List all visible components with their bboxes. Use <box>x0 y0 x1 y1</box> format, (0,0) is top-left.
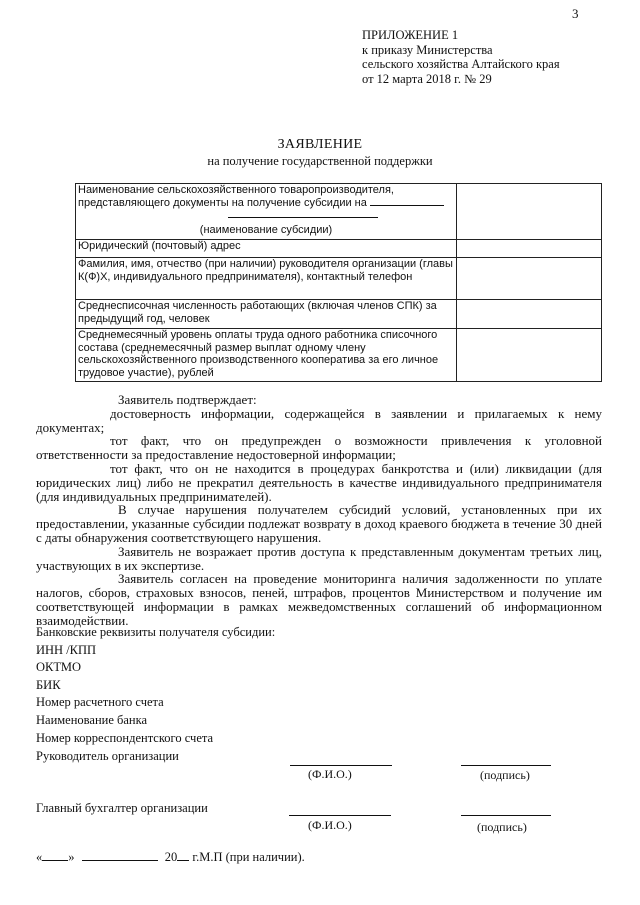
paragraph: достоверность информации, содержащейся в заявлении и прилагаемых к нему документах; <box>36 405 602 435</box>
head-fio-line <box>290 765 392 766</box>
table-cell-label <box>76 184 457 240</box>
table-row <box>76 184 602 240</box>
paragraph: В случае нарушения получателем субсидий условий, установленных при их предоставлении, указанные субсидии подлежат возврату в доход краевого бюджета в течение 30 дней с даты обнаружения соответствующего нарушения. <box>36 502 602 545</box>
table-row <box>76 329 602 382</box>
accountant-sign-line <box>461 815 551 816</box>
appendix-line-3: от 12 марта 2018 г. № 29 <box>362 71 492 86</box>
bank-name-label: Наименование банка <box>36 712 148 727</box>
inn-kpp-label: ИНН /КПП <box>36 642 97 657</box>
accountant-sign-caption: (подпись) <box>477 820 527 834</box>
appendix-line-1: к приказу Министерства <box>362 42 493 57</box>
table-row <box>76 300 602 329</box>
table-cell-value <box>457 258 602 300</box>
account-number-label: Номер расчетного счета <box>36 695 164 710</box>
bank-details <box>36 624 275 747</box>
oktmo-label: ОКТМО <box>36 660 81 675</box>
date-line <box>36 850 305 865</box>
subsidy-name-blank-2 <box>228 217 378 218</box>
document-subtitle: на получение государственной поддержки <box>207 154 433 168</box>
paragraph: Заявитель подтверждает: <box>118 392 257 407</box>
table-cell-label: Юридический (почтовый) адрес <box>76 240 457 258</box>
table-cell-label: Среднесписочная численность работающих (включая членов СПК) за предыдущий год, человек <box>76 300 457 329</box>
head-signature-label: Руководитель организации <box>36 749 179 763</box>
date-year-blank <box>177 860 189 861</box>
accountant-signature-label: Главный бухгалтер организации <box>36 801 208 815</box>
paragraph: тот факт, что он не находится в процедурах банкротства и (или) ликвидации (для юридических лиц) либо не прекратил деятельность в качестве индивидуального предпринимателя (для индивидуальных предпринимателей). <box>36 460 602 504</box>
accountant-fio-caption: (Ф.И.О.) <box>308 818 352 832</box>
table-cell-label: Фамилия, имя, отчество (при наличии) руководителя организации (главы К(Ф)Х, индивидуального предпринимателя), контактный телефон <box>76 258 457 300</box>
table-cell-value <box>457 184 602 240</box>
applicant-info-table <box>75 183 602 382</box>
table-cell-value <box>457 300 602 329</box>
date-day-blank <box>42 860 68 861</box>
bik-label: БИК <box>36 677 61 692</box>
date-month-blank <box>82 860 158 861</box>
date-open-quote: « <box>36 850 43 864</box>
confirmation-text <box>36 393 602 628</box>
paragraph: Заявитель согласен на проведение мониторинга наличия задолженности по уплате налогов, сборов, страховых взносов, пеней, штрафов, процентов Министерством и получение им соответствующей информации в рамках межведомственных соглашений об информационном взаимодействии. <box>36 571 602 628</box>
corr-account-label: Номер корреспондентского счета <box>36 730 214 745</box>
document-title: ЗАЯВЛЕНИЕ <box>277 137 363 152</box>
appendix-title: ПРИЛОЖЕНИЕ 1 <box>362 28 459 42</box>
paragraph: тот факт, что он предупрежден о возможности привлечения к уголовной ответственности за предоставление недостоверной информации; <box>36 433 602 463</box>
subsidy-name-caption: (наименование субсидии) <box>199 223 333 236</box>
table-cell-label: Среднемесячный уровень оплаты труда одного работника списочного состава (среднемесячный размер выплат одному члену сельскохозяйственного производственного кооператива за его личное трудовое участие), рублей <box>76 329 457 382</box>
head-fio-caption: (Ф.И.О.) <box>308 767 352 781</box>
subsidy-name-label: Наименование сельскохозяйственного товаропроизводителя, представляющего документы на получение субсидии на <box>78 184 394 209</box>
subsidy-name-blank <box>370 205 444 206</box>
appendix-header <box>362 28 560 86</box>
head-sign-caption: (подпись) <box>480 768 530 782</box>
paragraph: Заявитель не возражает против доступа к представленным документам третьих лиц, участвующих в их экспертизе. <box>36 543 602 573</box>
date-close-quote: » <box>68 850 75 864</box>
table-row <box>76 240 602 258</box>
head-sign-line <box>461 765 551 766</box>
table-cell-value <box>457 329 602 382</box>
accountant-fio-line <box>289 815 391 816</box>
table-cell-value <box>457 240 602 258</box>
table-row <box>76 258 602 300</box>
page-number: 3 <box>572 6 579 21</box>
date-year-prefix: 20 <box>164 850 178 864</box>
date-suffix: г.М.П (при наличии). <box>192 850 305 864</box>
appendix-line-2: сельского хозяйства Алтайского края <box>362 57 560 71</box>
bank-details-heading: Банковские реквизиты получателя субсидии: <box>36 625 276 639</box>
